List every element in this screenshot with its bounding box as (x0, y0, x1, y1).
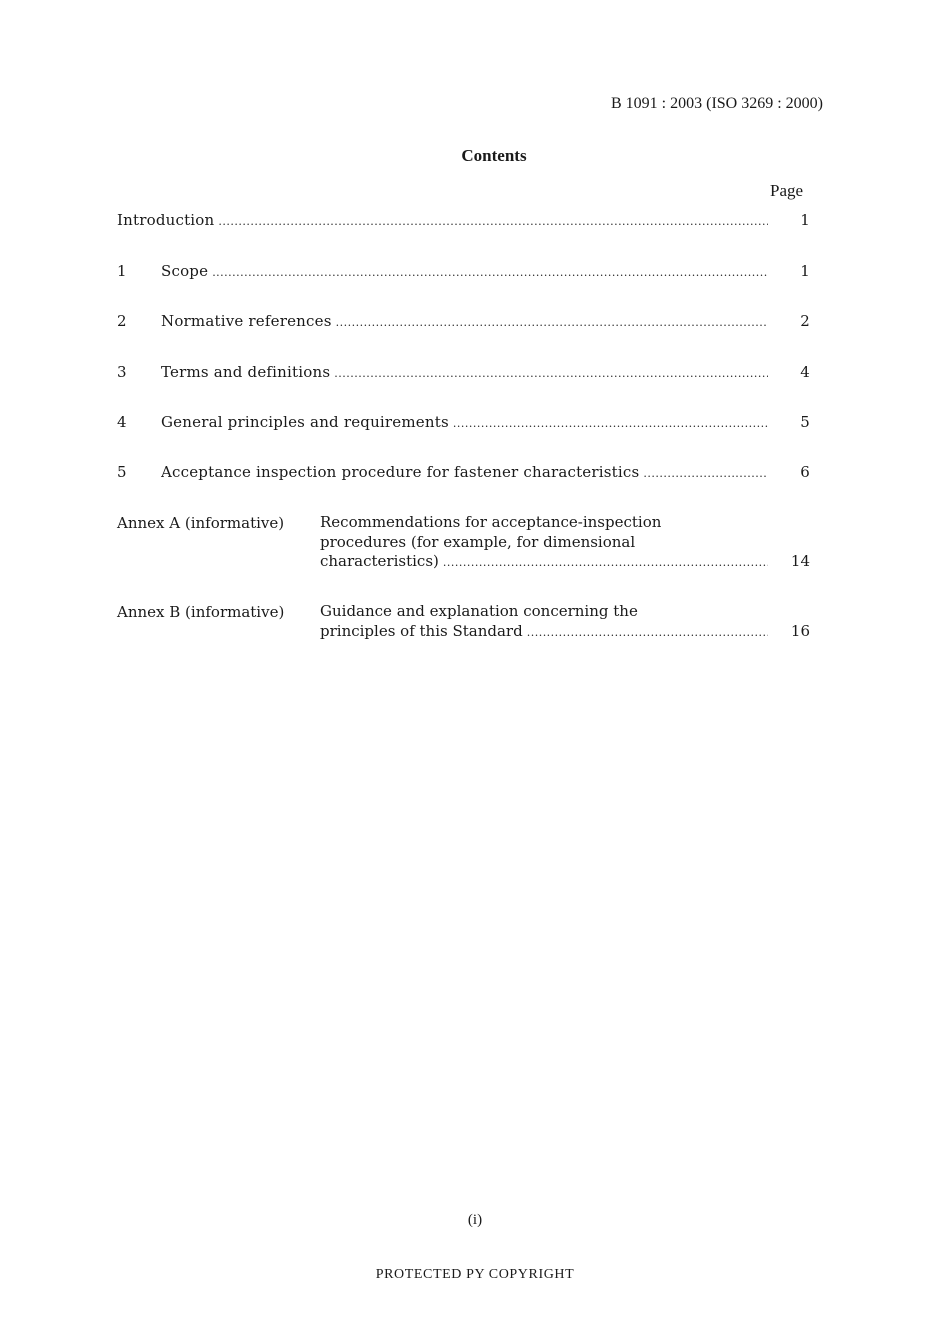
toc-entry-label: Acceptance inspection procedure for fastener characteristics (161, 463, 640, 481)
annex-a-page: 14 (790, 552, 810, 570)
annex-b-label[interactable]: Annex B (informative) (117, 603, 285, 621)
toc-entry-label: General principles and requirements (161, 413, 449, 431)
annex-a-line: procedures (for example, for dimensional (320, 532, 636, 551)
dot-leader (336, 316, 768, 329)
toc-entry-label: Terms and definitions (161, 363, 331, 381)
dot-leader (212, 266, 768, 279)
dot-leader (453, 417, 768, 430)
annex-b-line: Guidance and explanation concerning the (320, 602, 638, 620)
annex-a-entry[interactable] (320, 513, 810, 572)
annex-a-label[interactable]: Annex A (informative) (117, 514, 285, 532)
toc-entry-label: Scope (161, 262, 209, 280)
toc-entry-number: 5 (117, 463, 127, 481)
toc-entry-label: Introduction (117, 211, 215, 229)
toc-entry-acceptance-inspection[interactable] (117, 463, 810, 483)
toc-entry-page: 6 (800, 463, 810, 481)
toc-entry-page: 1 (800, 211, 810, 229)
toc-entry-general-principles[interactable] (117, 413, 810, 433)
annex-b-entry[interactable] (320, 602, 810, 642)
toc-entry-label: Normative references (161, 312, 332, 330)
dot-leader (443, 556, 768, 569)
dot-leader (218, 215, 768, 228)
toc-entry-number: 1 (117, 262, 127, 280)
toc-entry-page: 4 (800, 363, 810, 381)
page-column-heading: Page (770, 181, 804, 200)
copyright-notice: PROTECTED PY COPYRIGHT (375, 1267, 575, 1282)
dot-leader (334, 367, 768, 380)
dot-leader (527, 626, 768, 639)
toc-entry-normative-references[interactable] (117, 312, 810, 332)
dot-leader (643, 467, 768, 480)
contents-title: Contents (461, 146, 527, 165)
toc-entry-page: 5 (800, 413, 810, 431)
annex-b-last-line: principles of this Standard (320, 621, 523, 640)
annex-b-page: 16 (790, 621, 810, 640)
toc-entry-page: 2 (800, 312, 810, 330)
toc-entry-page: 1 (800, 262, 810, 280)
toc-entry-introduction[interactable] (117, 211, 810, 231)
annex-a-last-line: characteristics) (320, 552, 439, 570)
toc-entry-number: 4 (117, 413, 127, 431)
page-number: (i) (467, 1212, 483, 1228)
annex-a-line: Recommendations for acceptance-inspection (320, 513, 662, 531)
toc-entry-scope[interactable] (117, 262, 810, 282)
document-code: B 1091 : 2003 (ISO 3269 : 2000) (611, 95, 823, 112)
toc-entry-number: 3 (117, 363, 127, 381)
toc-entry-terms-and-definitions[interactable] (117, 363, 810, 383)
toc-entry-number: 2 (117, 312, 127, 330)
